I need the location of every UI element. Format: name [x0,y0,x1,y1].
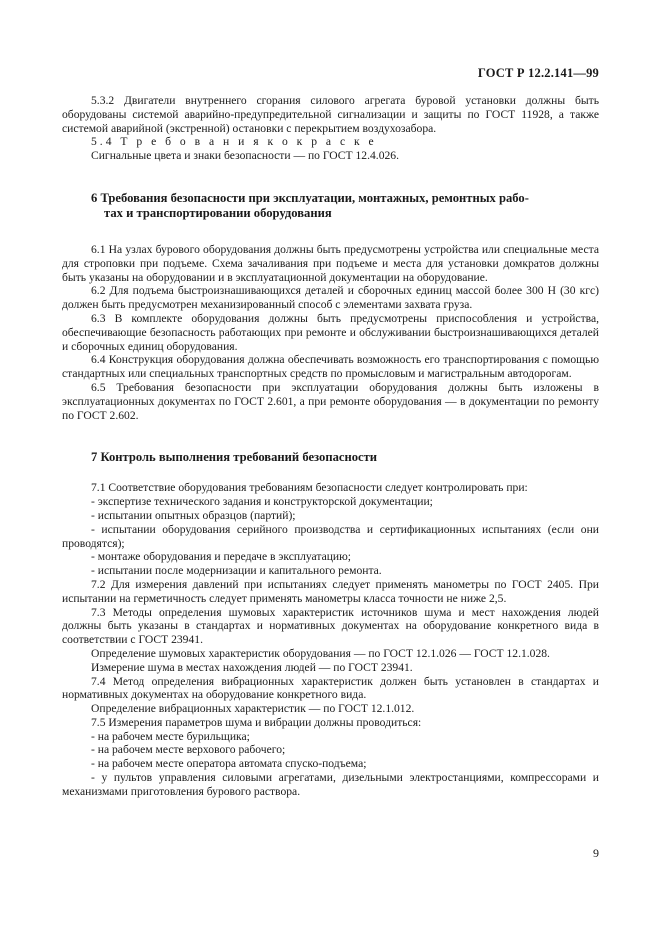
page-number: 9 [593,846,599,860]
section-7-heading: 7 Контроль выполнения требований безопасности [91,450,378,465]
paragraph-7-3-noise-characteristics: Определение шумовых характеристик оборудования — по ГОСТ 12.1.026 — ГОСТ 12.1.028. [91,646,550,660]
list-item: - на рабочем месте верхового рабочего; [91,743,286,757]
paragraph-5-4-text: Сигнальные цвета и знаки безопасности — по ГОСТ 12.4.026. [91,149,399,163]
list-item: - у пультов управления силовыми агрегатами, дизельными электростанциями, компрессорами и механизмами приготовления бурового раствора. [62,771,599,798]
list-item: - испытании опытных образцов (партий); [91,508,296,522]
paragraph-6-4: 6.4 Конструкция оборудования должна обеспечивать возможность его транспортирования с помощью стандартных или специальных транспортных средств по промысловым и магистральным автодорогам. [62,353,599,381]
paragraph-7-4-vibration: Определение вибрационных характеристик — по ГОСТ 12.1.012. [91,702,415,716]
paragraph-6-1: 6.1 На узлах бурового оборудования должны быть предусмотрены устройства или специальные места для строповки при подъеме. Схема зачаливания при подъеме и места для установки домкратов должны быть указаны на оборудовании и в эксплуатационной документации на оборудование. [62,242,599,284]
paragraph-7-3: 7.3 Методы определения шумовых характеристик источников шума и мест нахождения людей должны быть указаны в стандартах и нормативных документах на оборудование конкретного вида в соответствии с ГОСТ 23941. [62,605,599,647]
list-item: - монтаже оборудования и передаче в эксплуатацию; [91,550,352,564]
list-item: - на рабочем месте бурильщика; [91,729,250,743]
paragraph-7-2: 7.2 Для измерения давлений при испытаниях следует применять манометры по ГОСТ 2405. При испытании на герметичность следует применять манометры класса точности не ниже 2,5. [62,577,599,605]
paragraph-7-3-noise-measurement: Измерение шума в местах нахождения людей — по ГОСТ 23941. [91,660,413,674]
section-6-title-line1: 6 Требования безопасности при эксплуатации, монтажных, ремонтных рабо- [91,190,529,205]
paragraph-6-5: 6.5 Требования безопасности при эксплуатации оборудования должны быть изложены в эксплуатационных документах по ГОСТ 2.601, а при ремонте оборудования — в документации по ремонту по ГОСТ 2.602. [62,380,599,422]
list-item: - испытании оборудования серийного производства и сертификационных испытаниях (если они проводятся); [62,522,599,550]
list-item: - экспертизе технического задания и конструкторской документации; [91,495,433,509]
paragraph-7-4: 7.4 Метод определения вибрационных характеристик должен быть установлен в стандартах и нормативных документах на оборудование конкретного вида. [62,674,599,702]
paragraph-5-3-2: 5.3.2 Двигатели внутреннего сгорания силового агрегата буровой установки должны быть оборудованы системой аварийно-предупредительной сигнализации и защиты по ГОСТ 11928, а также системой аварийной (экстренной) остановки с перекрытием воздухозабора. [62,94,599,135]
paragraph-6-3: 6.3 В комплекте оборудования должны быть предусмотрены приспособления и устройства, обеспечивающие безопасность работающих при ремонте и обслуживании быстроизнашивающихся деталей и сборочных единиц оборудования. [62,311,599,353]
list-item: - на рабочем месте оператора автомата спуско-подъема; [91,757,367,771]
paragraph-7-5: 7.5 Измерения параметров шума и вибрации должны проводиться: [91,715,422,729]
paragraph-6-2: 6.2 Для подъема быстроизнашивающихся деталей и сборочных единиц массой более 300 Н (30 кгс) должен быть предусмотрен механизированный способ с элементами захвата груза. [62,284,599,312]
section-6-heading [62,191,599,221]
section-6-title-line2: тах и транспортировании оборудования [104,205,332,220]
page-content [62,94,599,799]
list-item: - испытании после модернизации и капитального ремонта. [91,564,382,578]
subsection-5-4-heading: 5.4 Т р е б о в а н и я к о к р а с к е [91,135,377,149]
paragraph-7-1: 7.1 Соответствие оборудования требованиям безопасности следует контролировать при: [91,481,528,495]
document-code-header: ГОСТ Р 12.2.141—99 [477,66,599,80]
